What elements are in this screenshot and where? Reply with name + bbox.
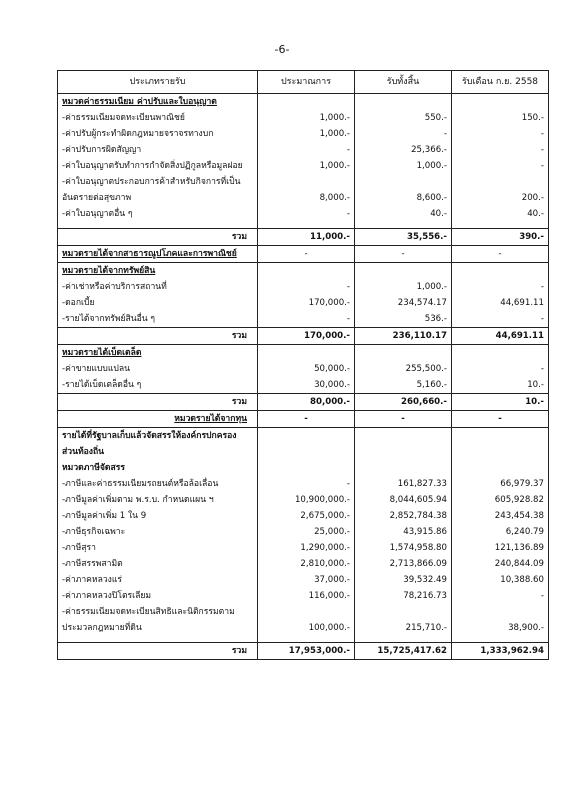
month-received-cell <box>452 94 549 111</box>
row-label: อันตรายต่อสุขภาพ <box>58 190 258 206</box>
row-label: -ภาษีสรรพสามิต <box>58 556 258 572</box>
total-received-cell: 234,574.17 <box>355 295 452 311</box>
total-received-cell: 15,725,417.62 <box>355 643 452 660</box>
header-revenue-type: ประเภทรายรับ <box>58 71 258 94</box>
estimate-cell: 80,000.- <box>258 394 355 411</box>
month-received-cell: 240,844.09 <box>452 556 549 572</box>
total-received-cell: 161,827.33 <box>355 476 452 492</box>
row-label: -ค่าภาคหลวงแร่ <box>58 572 258 588</box>
month-received-cell <box>452 428 549 445</box>
month-received-cell: 44,691.11 <box>452 295 549 311</box>
estimate-cell: - <box>258 411 355 428</box>
total-received-cell <box>355 444 452 460</box>
month-received-cell <box>452 444 549 460</box>
month-received-cell: - <box>452 588 549 604</box>
category-row <box>58 246 549 263</box>
month-received-cell: - <box>452 361 549 377</box>
row-label: -ภาษีและค่าธรรมเนียมรถยนต์หรือล้อเลื่อน <box>58 476 258 492</box>
header-month-received: รับเดือน ก.ย. 2558 <box>452 71 549 94</box>
estimate-cell: 50,000.- <box>258 361 355 377</box>
table-row <box>58 540 549 556</box>
row-label: -ค่าปรับการผิดสัญญา <box>58 142 258 158</box>
row-label: -ค่าธรรมเนียมจดทะเบียนสิทธิและนิติกรรมตาม <box>58 604 258 620</box>
total-received-cell <box>355 174 452 190</box>
total-received-cell: 1,000.- <box>355 158 452 174</box>
row-label: หมวดภาษีจัดสรร <box>58 460 258 476</box>
table-row <box>58 279 549 295</box>
table-row <box>58 126 549 142</box>
month-received-cell <box>452 460 549 476</box>
month-received-cell: - <box>452 246 549 263</box>
table-row <box>58 295 549 311</box>
row-label: -รายได้เบ็ดเตล็ดอื่น ๆ <box>58 377 258 394</box>
table-row <box>58 174 549 190</box>
row-label: -ภาษีมูลค่าเพิ่ม 1 ใน 9 <box>58 508 258 524</box>
estimate-cell: 116,000.- <box>258 588 355 604</box>
estimate-cell: 8,000.- <box>258 190 355 206</box>
estimate-cell: 10,900,000.- <box>258 492 355 508</box>
table-row <box>58 620 549 636</box>
month-received-cell: 66,979.37 <box>452 476 549 492</box>
total-received-cell: 5,160.- <box>355 377 452 394</box>
total-received-cell: 39,532.49 <box>355 572 452 588</box>
estimate-cell: - <box>258 476 355 492</box>
table-row <box>58 110 549 126</box>
table-row <box>58 444 549 460</box>
total-row <box>58 229 549 246</box>
total-received-cell: 215,710.- <box>355 620 452 636</box>
table-row <box>58 572 549 588</box>
table-row <box>58 604 549 620</box>
table-row <box>58 476 549 492</box>
total-received-cell: 2,713,866.09 <box>355 556 452 572</box>
estimate-cell: - <box>258 206 355 222</box>
month-received-cell: 44,691.11 <box>452 328 549 345</box>
estimate-cell: - <box>258 311 355 328</box>
total-received-cell: 78,216.73 <box>355 588 452 604</box>
table-row <box>58 206 549 222</box>
total-received-cell: - <box>355 246 452 263</box>
month-received-cell <box>452 345 549 362</box>
total-received-cell: 43,915.86 <box>355 524 452 540</box>
month-received-cell <box>452 604 549 620</box>
table-row <box>58 158 549 174</box>
estimate-cell: 1,000.- <box>258 126 355 142</box>
total-received-cell: 25,366.- <box>355 142 452 158</box>
category-row <box>58 94 549 111</box>
table-row <box>58 361 549 377</box>
estimate-cell: 17,953,000.- <box>258 643 355 660</box>
total-received-cell <box>355 345 452 362</box>
row-label: -ดอกเบี้ย <box>58 295 258 311</box>
estimate-cell: 25,000.- <box>258 524 355 540</box>
row-label: ประมวลกฎหมายที่ดิน <box>58 620 258 636</box>
row-label: -รายได้จากทรัพย์สินอื่น ๆ <box>58 311 258 328</box>
total-received-cell: 536.- <box>355 311 452 328</box>
estimate-cell <box>258 263 355 280</box>
row-label: -ค่าขายแบบแปลน <box>58 361 258 377</box>
row-label: -ค่าปรับผู้กระทำผิดกฎหมายจราจรทางบก <box>58 126 258 142</box>
row-label: -ค่าใบอนุญาตประกอบการค้าสำหรับกิจการที่เป็น <box>58 174 258 190</box>
row-label: -ค่าธรรมเนียมจดทะเบียนพาณิชย์ <box>58 110 258 126</box>
revenue-table <box>57 70 549 660</box>
table-row <box>58 588 549 604</box>
total-received-cell <box>355 428 452 445</box>
month-received-cell: 243,454.38 <box>452 508 549 524</box>
estimate-cell <box>258 345 355 362</box>
estimate-cell: 1,000.- <box>258 110 355 126</box>
month-received-cell: 10,388.60 <box>452 572 549 588</box>
total-received-cell: 1,000.- <box>355 279 452 295</box>
total-row <box>58 643 549 660</box>
row-label: -ค่าเช่าหรือค่าบริการสถานที่ <box>58 279 258 295</box>
estimate-cell: 30,000.- <box>258 377 355 394</box>
total-received-cell: 8,044,605.94 <box>355 492 452 508</box>
month-received-cell: 390.- <box>452 229 549 246</box>
row-label: รวม <box>58 643 258 660</box>
row-label: หมวดรายได้จากทุน <box>58 411 258 428</box>
table-row <box>58 142 549 158</box>
header-estimate: ประมาณการ <box>258 71 355 94</box>
table-row <box>58 524 549 540</box>
total-received-cell: 8,600.- <box>355 190 452 206</box>
month-received-cell: - <box>452 158 549 174</box>
estimate-cell <box>258 444 355 460</box>
total-received-cell: 35,556.- <box>355 229 452 246</box>
estimate-cell <box>258 428 355 445</box>
estimate-cell: 2,810,000.- <box>258 556 355 572</box>
row-label: หมวดค่าธรรมเนียม ค่าปรับและใบอนุญาต <box>58 94 258 111</box>
estimate-cell: 170,000.- <box>258 328 355 345</box>
total-received-cell: 255,500.- <box>355 361 452 377</box>
estimate-cell: 100,000.- <box>258 620 355 636</box>
estimate-cell: - <box>258 246 355 263</box>
table-row <box>58 492 549 508</box>
estimate-cell: 1,000.- <box>258 158 355 174</box>
table-row <box>58 556 549 572</box>
estimate-cell: - <box>258 279 355 295</box>
table-row <box>58 311 549 328</box>
month-received-cell: - <box>452 279 549 295</box>
total-received-cell: 2,852,784.38 <box>355 508 452 524</box>
row-label: -ภาษีสุรา <box>58 540 258 556</box>
month-received-cell <box>452 174 549 190</box>
estimate-cell <box>258 460 355 476</box>
estimate-cell <box>258 94 355 111</box>
total-row <box>58 394 549 411</box>
month-received-cell: - <box>452 142 549 158</box>
total-row <box>58 328 549 345</box>
estimate-cell: 170,000.- <box>258 295 355 311</box>
total-received-cell: 550.- <box>355 110 452 126</box>
month-received-cell <box>452 263 549 280</box>
month-received-cell: 6,240.79 <box>452 524 549 540</box>
table-row <box>58 190 549 206</box>
total-received-cell: 40.- <box>355 206 452 222</box>
table-row <box>58 377 549 394</box>
table-body <box>58 94 549 660</box>
row-label: รวม <box>58 328 258 345</box>
total-received-cell: 236,110.17 <box>355 328 452 345</box>
month-received-cell: 605,928.82 <box>452 492 549 508</box>
category-row <box>58 345 549 362</box>
row-label: -ค่าภาคหลวงปิโตรเลียม <box>58 588 258 604</box>
total-received-cell <box>355 94 452 111</box>
row-label: หมวดรายได้จากสาธารณูปโภคและการพาณิชย์ <box>58 246 258 263</box>
total-received-cell <box>355 263 452 280</box>
category-row <box>58 263 549 280</box>
month-received-cell: 38,900.- <box>452 620 549 636</box>
month-received-cell: - <box>452 311 549 328</box>
month-received-cell: 150.- <box>452 110 549 126</box>
estimate-cell: 11,000.- <box>258 229 355 246</box>
header-total-received: รับทั้งสิ้น <box>355 71 452 94</box>
month-received-cell: - <box>452 126 549 142</box>
estimate-cell: 1,290,000.- <box>258 540 355 556</box>
month-received-cell: 1,333,962.94 <box>452 643 549 660</box>
table-row <box>58 460 549 476</box>
row-label: ส่วนท้องถิ่น <box>58 444 258 460</box>
month-received-cell: - <box>452 411 549 428</box>
page-number: -6- <box>274 43 290 56</box>
estimate-cell <box>258 604 355 620</box>
row-label: หมวดรายได้เบ็ดเตล็ด <box>58 345 258 362</box>
category-row <box>58 411 549 428</box>
month-received-cell: 10.- <box>452 394 549 411</box>
row-label: รายได้ที่รัฐบาลเก็บแล้วจัดสรรให้องค์กรปกครอง <box>58 428 258 445</box>
table-row <box>58 508 549 524</box>
total-received-cell: 1,574,958.80 <box>355 540 452 556</box>
table-row <box>58 428 549 445</box>
row-label: -ภาษีธุรกิจเฉพาะ <box>58 524 258 540</box>
total-received-cell <box>355 604 452 620</box>
total-received-cell <box>355 460 452 476</box>
row-label: -ค่าใบอนุญาตอื่น ๆ <box>58 206 258 222</box>
row-label: รวม <box>58 394 258 411</box>
row-label: หมวดรายได้จากทรัพย์สิน <box>58 263 258 280</box>
total-received-cell: 260,660.- <box>355 394 452 411</box>
total-received-cell: - <box>355 126 452 142</box>
row-label: -ภาษีมูลค่าเพิ่มตาม พ.ร.บ. กำหนดแผน ฯ <box>58 492 258 508</box>
table-header-row <box>58 71 549 94</box>
row-label: -ค่าใบอนุญาตรับทำการกำจัดสิ่งปฏิกูลหรือมูลฝอย <box>58 158 258 174</box>
estimate-cell <box>258 174 355 190</box>
estimate-cell: 37,000.- <box>258 572 355 588</box>
estimate-cell: 2,675,000.- <box>258 508 355 524</box>
row-label: รวม <box>58 229 258 246</box>
total-received-cell: - <box>355 411 452 428</box>
month-received-cell: 10.- <box>452 377 549 394</box>
month-received-cell: 121,136.89 <box>452 540 549 556</box>
month-received-cell: 40.- <box>452 206 549 222</box>
month-received-cell: 200.- <box>452 190 549 206</box>
estimate-cell: - <box>258 142 355 158</box>
